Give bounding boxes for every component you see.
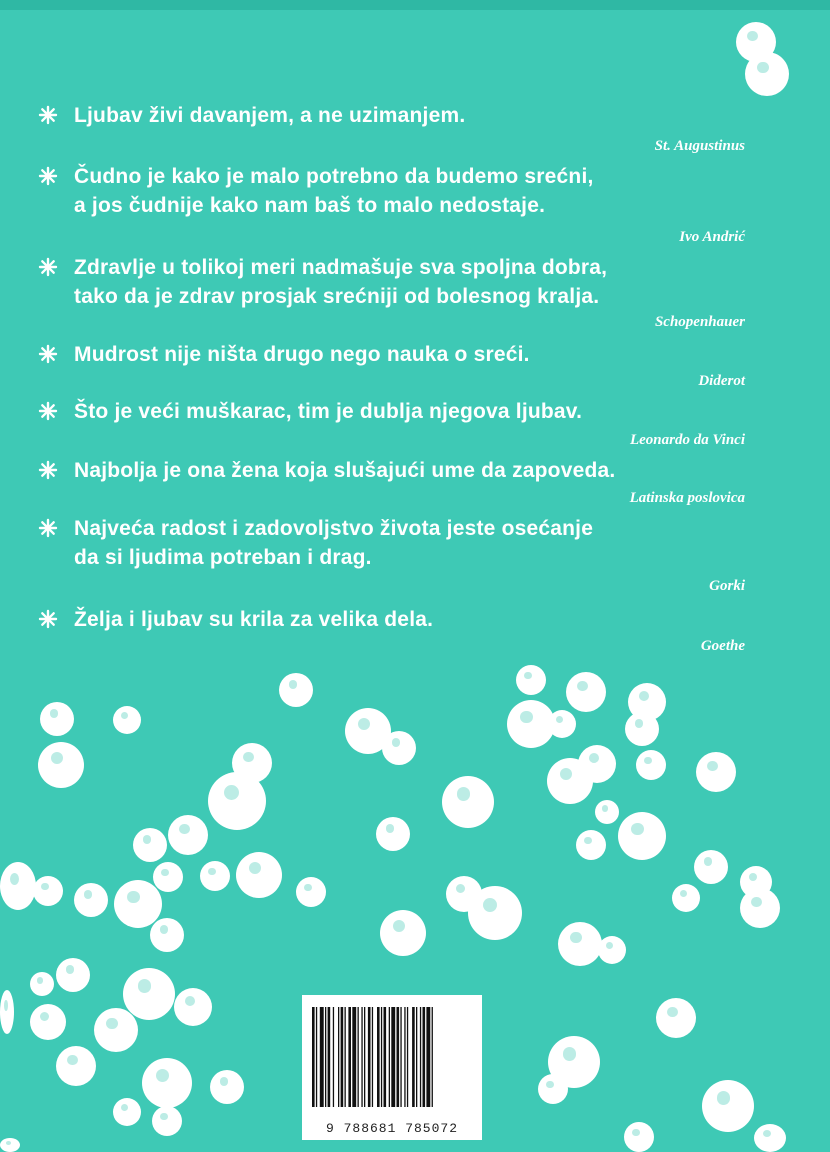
bubble bbox=[558, 922, 602, 966]
asterisk-bullet-icon bbox=[38, 609, 58, 629]
bubble bbox=[516, 665, 546, 695]
quote-author: Latinska poslovica bbox=[629, 490, 745, 506]
barcode-bar bbox=[389, 1007, 390, 1107]
quote-text-line: a jos čudnije kako nam baš to malo nedostaje. bbox=[74, 194, 546, 217]
barcode-bar bbox=[352, 1007, 356, 1107]
barcode-bar bbox=[397, 1007, 400, 1107]
barcode-bar bbox=[407, 1007, 408, 1107]
bubble bbox=[754, 1124, 786, 1152]
quote-text bbox=[74, 397, 582, 426]
bubble bbox=[113, 1098, 141, 1126]
barcode-bar bbox=[345, 1007, 346, 1107]
bubble bbox=[74, 883, 108, 917]
asterisk-bullet-icon bbox=[38, 518, 58, 538]
quote-text bbox=[74, 605, 433, 634]
bubble bbox=[174, 988, 212, 1026]
quote-author: St. Augustinus bbox=[654, 138, 745, 154]
barcode-bar bbox=[404, 1007, 405, 1107]
quote-2 bbox=[38, 162, 758, 220]
bubble bbox=[740, 888, 780, 928]
barcode-bar bbox=[420, 1007, 421, 1107]
quote-line bbox=[38, 340, 758, 369]
bubble bbox=[595, 800, 619, 824]
quote-5 bbox=[38, 397, 758, 426]
barcode-bar bbox=[368, 1007, 371, 1107]
bubble bbox=[232, 743, 272, 783]
quote-1 bbox=[38, 101, 758, 130]
bubble bbox=[380, 910, 426, 956]
asterisk-bullet-icon bbox=[38, 460, 58, 480]
barcode-bar bbox=[384, 1007, 387, 1107]
bubble bbox=[113, 706, 141, 734]
quote-text bbox=[74, 514, 593, 572]
quote-line bbox=[38, 514, 758, 572]
bubble bbox=[279, 673, 313, 707]
bubble bbox=[236, 852, 282, 898]
bubble bbox=[566, 672, 606, 712]
bubble bbox=[694, 850, 728, 884]
barcode-bar bbox=[391, 1007, 395, 1107]
bubble bbox=[153, 862, 183, 892]
bubble bbox=[538, 1074, 568, 1104]
barcode-bar bbox=[412, 1007, 415, 1107]
bubble bbox=[150, 918, 184, 952]
quote-text-line: Najveća radost i zadovoljstvo života jeste osećanje bbox=[74, 517, 594, 540]
barcode-bar bbox=[312, 1007, 315, 1107]
bubble bbox=[30, 972, 54, 996]
bubble bbox=[168, 815, 208, 855]
quote-4 bbox=[38, 340, 758, 369]
bubble bbox=[625, 712, 659, 746]
barcode-bar bbox=[432, 1007, 433, 1107]
quote-text-line: Želja i ljubav su krila za velika dela. bbox=[74, 608, 434, 631]
quote-3 bbox=[38, 253, 758, 311]
bubble bbox=[142, 1058, 192, 1108]
bubble bbox=[576, 830, 606, 860]
barcode-bar bbox=[325, 1007, 326, 1107]
quote-6 bbox=[38, 456, 758, 485]
asterisk-bullet-icon bbox=[38, 401, 58, 421]
barcode-bar bbox=[358, 1007, 359, 1107]
bubble bbox=[56, 958, 90, 992]
bubble bbox=[702, 1080, 754, 1132]
bubble bbox=[30, 1004, 66, 1040]
bubble bbox=[38, 742, 84, 788]
barcode-bar bbox=[333, 1007, 334, 1107]
quote-author: Leonardo da Vinci bbox=[629, 432, 745, 448]
quote-text-line: Ljubav živi davanjem, a ne uzimanjem. bbox=[74, 104, 466, 127]
bubble bbox=[200, 861, 230, 891]
asterisk-bullet-icon bbox=[38, 105, 58, 125]
quote-text bbox=[74, 162, 594, 220]
quote-7 bbox=[38, 514, 758, 572]
quote-text-line: Zdravlje u tolikoj meri nadmašuje sva spoljna dobra, bbox=[74, 256, 608, 279]
bubble bbox=[133, 828, 167, 862]
bubble bbox=[618, 812, 666, 860]
quote-author: Schopenhauer bbox=[654, 314, 745, 330]
quote-text-line: tako da je zdrav prosjak srećniji od bolesnog kralja. bbox=[74, 285, 600, 308]
asterisk-bullet-icon bbox=[38, 166, 58, 186]
barcode-bar bbox=[348, 1007, 351, 1107]
quote-text-line: Što je veći muškarac, tim je dublja njegova ljubav. bbox=[74, 400, 583, 423]
bubble bbox=[468, 886, 522, 940]
barcode-bar bbox=[426, 1007, 430, 1107]
bubble bbox=[636, 750, 666, 780]
barcode-bar bbox=[372, 1007, 373, 1107]
barcode-bar bbox=[361, 1007, 362, 1107]
quote-text-line: Mudrost nije ništa drugo nego nauka o sreći. bbox=[74, 343, 530, 366]
barcode-bar bbox=[381, 1007, 382, 1107]
asterisk-bullet-icon bbox=[38, 344, 58, 364]
barcode-bar bbox=[377, 1007, 380, 1107]
quote-author: Gorki bbox=[709, 578, 745, 594]
bubble bbox=[0, 1138, 20, 1152]
barcode-bar bbox=[328, 1007, 331, 1107]
barcode-bar bbox=[338, 1007, 339, 1107]
barcode-bar bbox=[416, 1007, 417, 1107]
quote-author: Goethe bbox=[700, 638, 745, 654]
quote-text bbox=[74, 253, 607, 311]
barcode-bar bbox=[316, 1007, 317, 1107]
bubble bbox=[672, 884, 700, 912]
bubble bbox=[598, 936, 626, 964]
bubble bbox=[0, 862, 36, 910]
quote-text bbox=[74, 101, 465, 130]
barcode-bar bbox=[364, 1007, 365, 1107]
barcode-bars bbox=[312, 1007, 472, 1107]
bubble bbox=[114, 880, 162, 928]
quote-text bbox=[74, 456, 615, 485]
quote-line bbox=[38, 456, 758, 485]
bubble bbox=[40, 702, 74, 736]
quote-line bbox=[38, 101, 758, 130]
bubble bbox=[56, 1046, 96, 1086]
isbn-barcode bbox=[302, 995, 482, 1140]
quote-author: Diderot bbox=[698, 373, 745, 389]
bubble bbox=[152, 1106, 182, 1136]
quote-8 bbox=[38, 605, 758, 634]
barcode-bar bbox=[423, 1007, 426, 1107]
bubble bbox=[0, 990, 14, 1034]
bubble bbox=[696, 752, 736, 792]
bubble bbox=[656, 998, 696, 1038]
bubble bbox=[33, 876, 63, 906]
bubble bbox=[210, 1070, 244, 1104]
bubble bbox=[376, 817, 410, 851]
bubble bbox=[123, 968, 175, 1020]
isbn-number: 9 788681 785072 bbox=[325, 1121, 459, 1136]
asterisk-bullet-icon bbox=[38, 257, 58, 277]
bubble bbox=[382, 731, 416, 765]
bubble bbox=[624, 1122, 654, 1152]
quote-line bbox=[38, 162, 758, 220]
bubble bbox=[578, 745, 616, 783]
quote-text-line: Najbolja je ona žena koja slušajući ume da zapoveda. bbox=[74, 459, 616, 482]
quote-line bbox=[38, 253, 758, 311]
bubble bbox=[296, 877, 326, 907]
quote-text-line: da si ljudima potreban i drag. bbox=[74, 546, 372, 569]
quote-line bbox=[38, 397, 758, 426]
bubble bbox=[442, 776, 494, 828]
barcode-bar bbox=[400, 1007, 401, 1107]
barcode-bar bbox=[320, 1007, 324, 1107]
barcode-bar bbox=[341, 1007, 344, 1107]
quote-text-line: Čudno je kako je malo potrebno da budemo srećni, bbox=[74, 165, 594, 188]
quote-line bbox=[38, 605, 758, 634]
bubble bbox=[548, 710, 576, 738]
quote-text bbox=[74, 340, 530, 369]
bubble bbox=[745, 52, 789, 96]
bubble bbox=[94, 1008, 138, 1052]
quote-author: Ivo Andrić bbox=[679, 229, 745, 245]
